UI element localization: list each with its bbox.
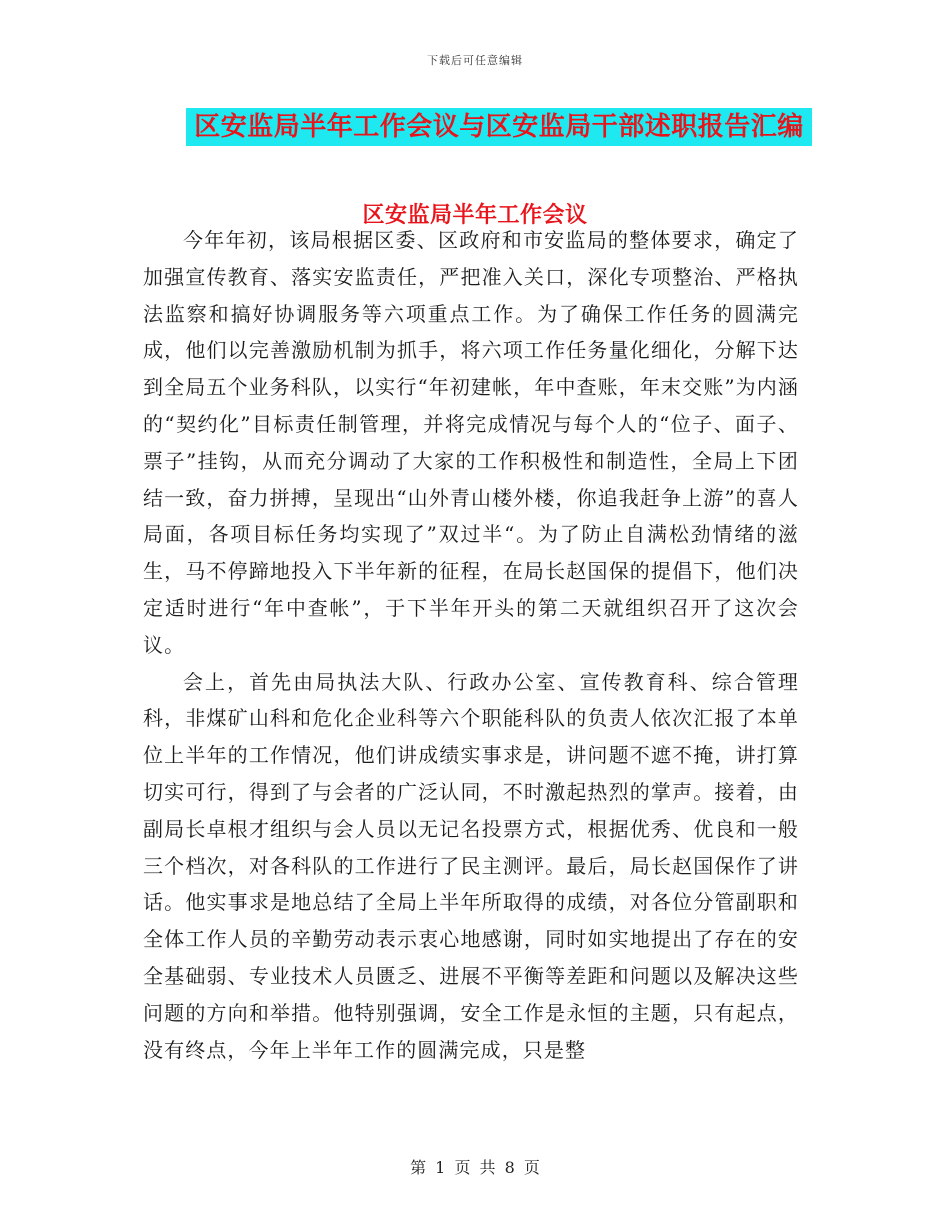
page-number-footer: 第 1 页 共 8 页	[410, 1158, 540, 1177]
document-title: 区安监局半年工作会议与区安监局干部述职报告汇编	[186, 108, 812, 146]
header-note: 下载后可任意编辑	[427, 54, 523, 67]
body-paragraph-1: 今年年初，该局根据区委、区政府和市安监局的整体要求，确定了加强宣传教育、落实安监责任，严把准入关口，深化专项整治、严格执法监察和搞好协调服务等六项重点工作。为了确保工作任务的圆满完成，他们以完善激励机制为抓手，将六项工作任务量化细化，分解下达到全局五个业务科队，以实行“年初建帐，年中查账，年末交账”为内涵的“契约化”目标责任制管理，并将完成情况与每个人的“位子、面子、票子”挂钩，从而充分调动了大家的工作积极性和制造性，全局上下团结一致，奋力拼搏，呈现出“山外青山楼外楼，你追我赶争上游”的喜人局面，各项目标任务均实现了”双过半“。为了防止自满松劲情绪的滋生，马不停蹄地投入下半年新的征程，在局长赵国保的提倡下，他们决定适时进行“年中查帐”，于下半年开头的第二天就组织召开了这次会议。	[143, 228, 799, 657]
body-paragraph-2: 会上，首先由局执法大队、行政办公室、宣传教育科、综合管理科，非煤矿山科和危化企业科等六个职能科队的负责人依次汇报了本单位上半年的工作情况，他们讲成绩实事求是，讲问题不遮不掩，讲打算切实可行，得到了与会者的广泛认同，不时激起热烈的掌声。接着，由副局长卓根才组织与会人员以无记名投票方式，根据优秀、优良和一般三个档次，对各科队的工作进行了民主测评。最后，局长赵国保作了讲话。他实事求是地总结了全局上半年所取得的成绩，对各位分管副职和全体工作人员的辛勤劳动表示衷心地感谢，同时如实地提出了存在的安全基础弱、专业技术人员匮乏、进展不平衡等差距和问题以及解决这些问题的方向和举措。他特别强调，安全工作是永恒的主题，只有起点，没有终点，今年上半年工作的圆满完成，只是整	[143, 669, 799, 1062]
section-title: 区安监局半年工作会议	[362, 202, 588, 228]
document-body	[143, 222, 799, 1068]
document-title-container	[0, 108, 950, 146]
